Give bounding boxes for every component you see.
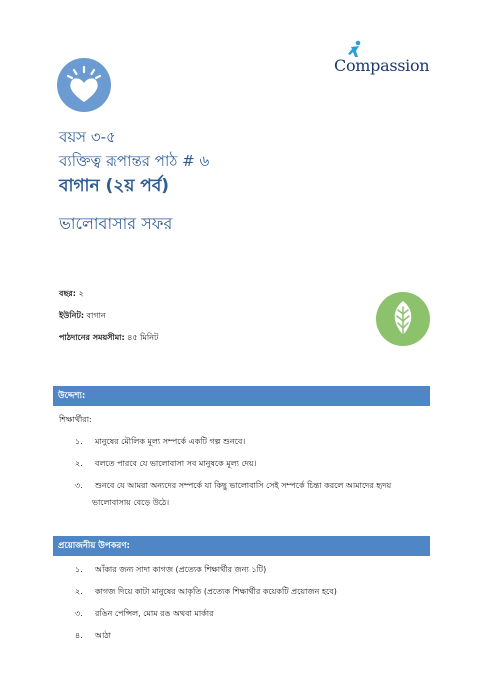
- leaf-badge-icon: [376, 292, 430, 346]
- logo-text: Compassion: [334, 56, 430, 75]
- list-item: ৩. রঙিন পেন্সিল, মোম রঙ অথবা মার্কার: [75, 609, 214, 618]
- list-item: ১. মানুষের মৌলিক মূল্য সম্পর্কে একটি গল্প শুনবে।: [75, 437, 246, 446]
- age-range: বয়স ৩-৫: [59, 128, 116, 146]
- objectives-intro: শিক্ষার্থীরা:: [59, 415, 92, 424]
- lesson-number: ব্যক্তিত্ব রূপান্তর পাঠ # ৬: [59, 152, 210, 170]
- objectives-heading: উদ্দেশ্য:: [53, 386, 430, 406]
- list-item-continuation: ভালোবাসায় বেড়ে উঠে।: [92, 498, 170, 507]
- list-item: ৪. আঠা: [75, 631, 111, 640]
- lesson-subtitle: ভালোবাসার সফর: [59, 214, 173, 233]
- list-item: ৩. শুনবে যে আমরা অন্যদের সম্পর্কে যা কিছু ভালোবাসি সেই সম্পর্কে চিন্তা করলে আমাদের হৃদয় ভালোবাসায় বেড়ে উঠে।: [75, 480, 391, 493]
- lesson-meta: [59, 288, 158, 354]
- meta-time: পাঠদানের সময়সীমা: ৪৫ মিনিট: [59, 333, 159, 342]
- unit-title: বাগান (২য় পর্ব): [59, 176, 170, 196]
- title-block: [59, 126, 209, 236]
- meta-year: বছর: ২: [59, 289, 84, 298]
- meta-unit: ইউনিট: বাগান: [59, 311, 106, 320]
- heart-badge-icon: [57, 58, 111, 112]
- list-item: ১. আঁকার জন্য সাদা কাগজ (প্রত্যেক শিক্ষার্থীর জন্য ১টি): [75, 565, 267, 574]
- materials-heading: প্রয়োজনীয় উপকরণ:: [53, 536, 430, 556]
- list-item: ২. বলতে পারবে যে ভালোবাসা সব মানুষকে মূল্য দেয়।: [75, 459, 257, 468]
- list-item: ২. কাগজ দিয়ে কাটা মানুষের আকৃতি (প্রত্যেক শিক্ষার্থীর কয়েকটি প্রয়োজন হবে): [75, 587, 337, 596]
